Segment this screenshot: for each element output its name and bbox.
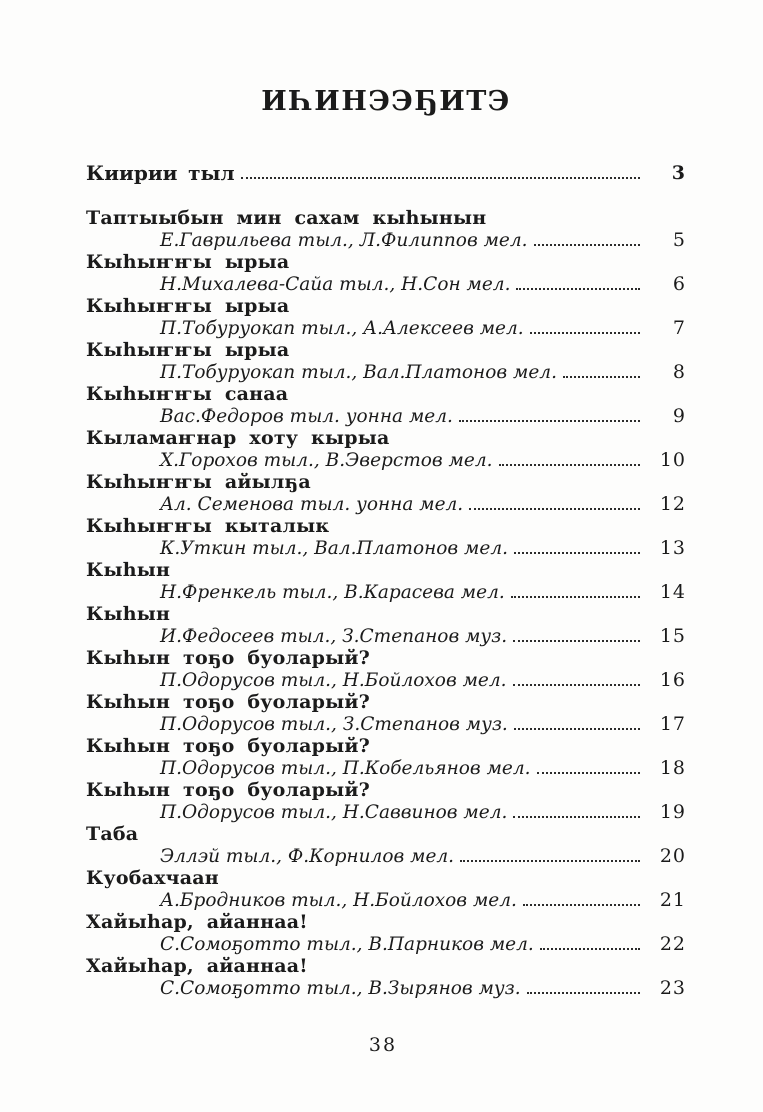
entry-page-number: 19 [659,801,686,824]
toc-entry [86,736,686,779]
entry-credits: Вас.Федоров тыл. уонна мел. [160,405,453,427]
dot-leader [527,992,640,994]
entry-title: Таба [86,823,139,846]
entry-page-number: 21 [659,889,686,912]
entry-credits: П.Одорусов тыл., Н.Бойлохов мел. [160,669,507,691]
dot-leader [499,464,641,466]
entry-credit-row [86,582,686,604]
entry-credits: Х.Горохов тыл., В.Эверстов мел. [160,449,493,471]
entry-credit-row [86,934,686,956]
entry-credits: Н.Френкель тыл., В.Карасева мел. [160,581,505,603]
entry-title: Киирии тыл [86,161,235,186]
entry-page-number: 9 [672,405,686,428]
entry-credits: К.Уткин тыл., Вал.Платонов мел. [160,537,508,559]
entry-title: Кыһын [86,603,171,626]
dot-leader [241,177,640,179]
entry-credits: Е.Гаврильева тыл., Л.Филиппов мел. [160,229,528,251]
entry-credit-row [86,626,686,648]
toc-entry [86,516,686,559]
folio-page-number: 38 [368,1034,398,1056]
entry-title: Кыламаҥнар хоту кырыа [86,427,390,450]
dot-leader [563,376,640,378]
toc-entry [86,824,686,867]
toc-entry [86,384,686,427]
toc-entry [86,472,686,515]
entry-title: Хайыһар, айаннаа! [86,911,308,934]
page-title: ИҺИНЭЭҔИТЭ [261,86,511,117]
entry-title: Кыһыҥҥы ырыа [86,295,290,318]
entry-page-number: 20 [659,845,686,868]
dot-leader [514,728,640,730]
dot-leader [516,288,640,290]
toc-entry [86,912,686,955]
dot-leader [514,552,640,554]
toc-entry [86,780,686,823]
entry-page-number: 17 [659,713,686,736]
entry-page-number: 10 [659,449,686,472]
dot-leader [534,244,640,246]
entry-credits: П.Одорусов тыл., Н.Саввинов мел. [160,801,508,823]
toc-entry [86,648,686,691]
entry-title: Кыһын тоҕо буоларый? [86,691,370,714]
entry-page-number: 14 [659,581,686,604]
toc-entry-list [86,208,686,999]
entry-credit-row [86,802,686,824]
toc-entry [86,604,686,647]
entry-title: Кыһыҥҥы санаа [86,383,289,406]
entry-page-number: 12 [659,493,686,516]
dot-leader [460,860,640,862]
entry-credit-row [86,714,686,736]
entry-credits: П.Одорусов тыл., З.Степанов муз. [160,713,508,735]
entry-credit-row [86,538,686,560]
toc-entry [86,868,686,911]
dot-leader [513,684,640,686]
entry-page-number: 7 [672,317,686,340]
entry-credit-row [86,758,686,780]
entry-credit-row [86,846,686,868]
entry-credits: П.Тобуруокап тыл., А.Алексеев мел. [160,317,524,339]
entry-page-number: 18 [659,757,686,780]
toc-entry-intro [86,162,686,184]
dot-leader [540,948,640,950]
entry-title: Кыһын тоҕо буоларый? [86,735,370,758]
entry-title: Кыһыҥҥы айылҕа [86,471,311,494]
entry-page-number: 6 [672,273,686,296]
entry-credits: Ал. Семенова тыл. уонна мел. [160,493,464,515]
entry-credit-row [86,230,686,252]
entry-credits: С.Сомоҕотто тыл., В.Парников мел. [160,933,534,955]
entry-title: Кыһыҥҥы ырыа [86,251,290,274]
dot-leader [537,772,640,774]
entry-credit-row [86,978,686,1000]
table-of-contents [86,162,686,1000]
toc-entry [86,340,686,383]
toc-entry [86,252,686,295]
dot-leader [459,420,640,422]
dot-leader [469,508,640,510]
dot-leader [513,640,640,642]
entry-page-number: 23 [659,977,686,1000]
dot-leader [511,596,640,598]
entry-title: Хайыһар, айаннаа! [86,955,308,978]
entry-credit-row [86,318,686,340]
entry-credits: Эллэй тыл., Ф.Корнилов мел. [160,845,455,867]
entry-credits: П.Одорусов тыл., П.Кобельянов мел. [160,757,531,779]
toc-entry [86,208,686,251]
entry-credit-row [86,670,686,692]
toc-entry [86,956,686,999]
entry-page-number: 16 [659,669,686,692]
toc-entry [86,692,686,735]
dot-leader [530,332,640,334]
entry-title: Кыһын [86,559,171,582]
entry-title: Куобахчаан [86,867,219,890]
entry-title: Кыһыҥҥы ырыа [86,339,290,362]
entry-credits: А.Бродников тыл., Н.Бойлохов мел. [160,889,517,911]
entry-credit-row [86,406,686,428]
entry-title: Кыһыҥҥы кыталык [86,515,330,538]
toc-entry [86,560,686,603]
entry-title: Таптыыбын мин сахам кыһынын [86,207,487,230]
toc-entry [86,296,686,339]
toc-entry [86,428,686,471]
dot-leader [513,816,640,818]
entry-credit-row [86,274,686,296]
entry-page-number: 15 [659,625,686,648]
entry-credits: С.Сомоҕотто тыл., В.Зырянов муз. [160,977,521,999]
entry-page-number: 5 [672,229,686,252]
entry-credits: И.Федосеев тыл., З.Степанов муз. [160,625,508,647]
entry-credit-row [86,362,686,384]
dot-leader [523,904,640,906]
entry-credit-row [86,450,686,472]
entry-page-number: 3 [671,162,686,185]
entry-credits: П.Тобуруокап тыл., Вал.Платонов мел. [160,361,557,383]
entry-credits: Н.Михалева-Сайа тыл., Н.Сон мел. [160,273,511,295]
entry-title: Кыһын тоҕо буоларый? [86,779,370,802]
entry-credit-row [86,890,686,912]
entry-page-number: 22 [659,933,686,956]
entry-credit-row [86,494,686,516]
entry-page-number: 8 [672,361,686,384]
entry-title: Кыһын тоҕо буоларый? [86,647,370,670]
entry-page-number: 13 [659,537,686,560]
